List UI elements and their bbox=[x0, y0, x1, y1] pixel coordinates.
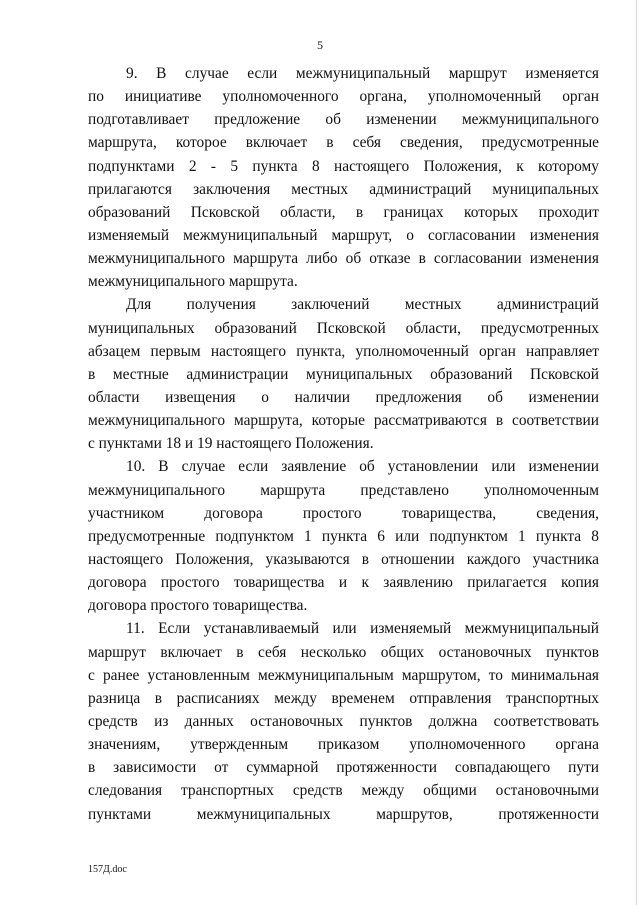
text-line: маршрута, которое включает в себя сведения, предусмотренные bbox=[88, 134, 599, 152]
text-line: по инициативе уполномоченного органа, уполномоченный орган bbox=[88, 88, 599, 106]
text-line: 11. Если устанавливаемый или изменяемый межмуниципальный bbox=[126, 620, 599, 638]
text-line: с ранее установленным межмуниципальным маршрутом, то минимальная bbox=[88, 666, 599, 684]
paragraph-9-second bbox=[88, 293, 599, 455]
paragraph-9 bbox=[88, 62, 599, 293]
text-line: пунктами межмуниципальных маршрутов, протяженности bbox=[88, 805, 599, 823]
page-edge-line bbox=[636, 0, 637, 905]
text-line: участником договора простого товарищества, сведения, bbox=[88, 504, 599, 522]
text-line: образований Псковской области, в границах которых проходит bbox=[88, 203, 599, 221]
text-line: в местные администрации муниципальных образований Псковской bbox=[88, 365, 599, 383]
text-line: договора простого товарищества. bbox=[88, 597, 308, 615]
text-line: абзацем первым настоящего пункта, уполномоченный орган направляет bbox=[88, 342, 599, 360]
text-line: области извещения о наличии предложения об изменении bbox=[88, 388, 599, 406]
text-line: 9. В случае если межмуниципальный маршрут изменяется bbox=[126, 65, 599, 82]
text-line: с пунктами 18 и 19 настоящего Положения. bbox=[88, 435, 374, 453]
text-line: межмуниципального маршрута представлено уполномоченным bbox=[88, 481, 599, 499]
text-line: в зависимости от суммарной протяженности совпадающего пути bbox=[88, 759, 599, 777]
text-line: следования транспортных средств между общими остановочными bbox=[88, 782, 599, 800]
text-line: договора простого товарищества и к заявлению прилагается копия bbox=[88, 574, 599, 592]
text-line: подпунктами 2 - 5 пункта 8 настоящего Положения, к которому bbox=[88, 157, 599, 175]
text-line: разница в расписаниях между временем отправления транспортных bbox=[88, 689, 599, 707]
text-line: изменяемый межмуниципальный маршрут, о согласовании изменения bbox=[88, 226, 599, 244]
text-line: межмуниципального маршрута. bbox=[88, 273, 298, 291]
text-line: подготавливает предложение об изменении межмуниципального bbox=[88, 111, 599, 129]
paragraph-10 bbox=[88, 455, 599, 617]
text-line: настоящего Положения, указываются в отношении каждого участника bbox=[88, 550, 599, 568]
text-line: Для получения заключений местных администраций bbox=[126, 296, 599, 314]
paragraph-11 bbox=[88, 617, 599, 825]
text-line: предусмотренные подпунктом 1 пункта 6 или подпунктом 1 пункта 8 bbox=[88, 527, 599, 545]
text-line: прилагаются заключения местных администраций муниципальных bbox=[88, 180, 599, 198]
text-line: маршрут включает в себя несколько общих остановочных пунктов bbox=[88, 643, 599, 661]
text-line: значениям, утвержденным приказом уполномоченного органа bbox=[88, 736, 599, 754]
text-line: межмуниципального маршрута, которые рассматриваются в соответствии bbox=[88, 412, 599, 430]
footer-filename: 157Д.doc bbox=[88, 864, 127, 875]
text-line: 10. В случае если заявление об установлении или изменении bbox=[126, 458, 599, 476]
document-body bbox=[88, 62, 599, 826]
text-line: муниципальных образований Псковской области, предусмотренных bbox=[88, 319, 599, 337]
text-line: средств из данных остановочных пунктов должна соответствовать bbox=[88, 712, 599, 730]
text-line: межмуниципального маршрута либо об отказе в согласовании изменения bbox=[88, 250, 599, 268]
page-number: 5 bbox=[317, 38, 323, 52]
